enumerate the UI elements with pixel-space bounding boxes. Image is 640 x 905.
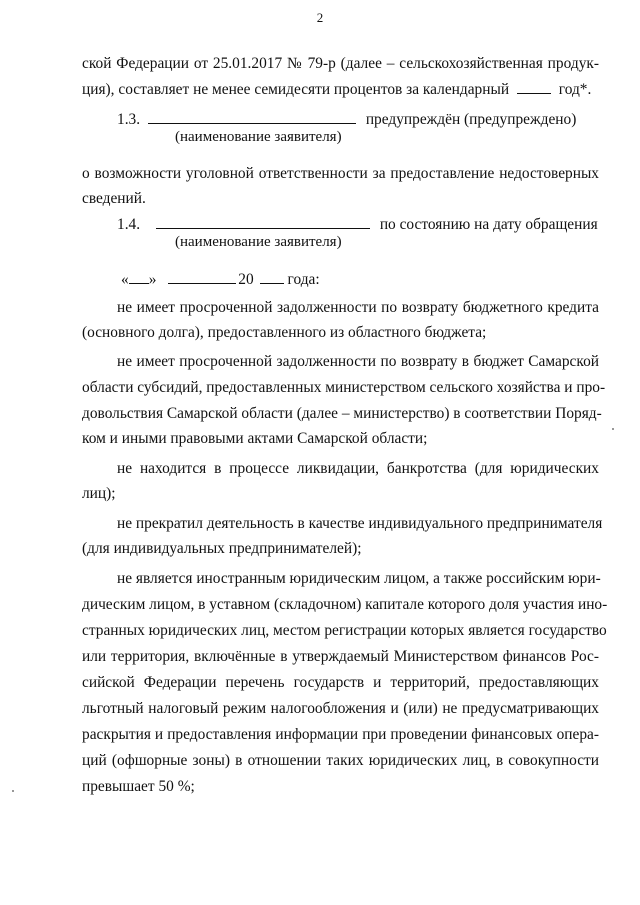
date-quote-close: »: [148, 271, 157, 288]
text-line: не прекратил деятельность в качестве индивидуального предпринимателя: [117, 515, 603, 532]
text-line: льготный налоговый режим налогообложения и (или) не предусматривающих: [82, 700, 599, 717]
applicant-name-field: [148, 110, 356, 124]
text-line: области субсидий, предоставленных министерством сельского хозяйства и про-: [82, 379, 606, 396]
text-fragment: года:: [287, 271, 320, 288]
text-line: или территория, включённые в утверждаемый Министерством финансов Рос-: [82, 648, 599, 665]
blank-month-field: [168, 270, 236, 284]
item-1-4-line: [117, 215, 599, 234]
text-line: (для индивидуальных предпринимателей);: [82, 540, 362, 557]
scan-speck: [12, 790, 14, 792]
text-line: довольствия Самарской области (далее – министерство) в соответствии Поряд-: [82, 405, 602, 422]
date-quote-open: «: [121, 271, 129, 288]
text-line: превышает 50 %;: [82, 778, 195, 795]
item-number: 1.3.: [117, 111, 141, 128]
text-line: сведений.: [82, 190, 146, 207]
text-fragment: год*.: [558, 81, 592, 98]
text-line: не является иностранным юридическим лицом, а также российским юри-: [117, 570, 601, 587]
blank-year-field: [517, 80, 551, 94]
applicant-name-field: [156, 215, 370, 229]
blank-day-field: [129, 270, 149, 284]
item-1-3-line: [117, 110, 599, 129]
text-line: ской Федерации от 25.01.2017 № 79-р (далее – сельскохозяйственная продук-: [82, 55, 599, 72]
text-line: (основного долга), предоставленного из областного бюджета;: [82, 324, 487, 341]
page-number: 2: [316, 10, 324, 25]
text-line: не имеет просроченной задолженности по возврату в бюджет Самарской: [117, 353, 599, 370]
item-number: 1.4.: [117, 216, 141, 233]
text-line: раскрытия и предоставления информации при проведении финансовых опера-: [82, 726, 599, 743]
text-line: не находится в процессе ликвидации, банкротства (для юридических: [117, 460, 599, 477]
blank-year-field: [260, 270, 284, 284]
text-line: ций (офшорные зоны) в отношении таких юридических лиц, в совокупности: [82, 752, 599, 769]
field-caption: (наименование заявителя): [175, 234, 342, 250]
text-line: дическим лицом, в уставном (складочном) капитале которого доля участия ино-: [82, 596, 608, 613]
text-line: странных юридических лиц, местом регистрации которых является государство: [82, 622, 607, 639]
text-line: [82, 80, 599, 99]
text-fragment: ция), составляет не менее семидесяти процентов за календарный: [82, 81, 510, 98]
text-line: о возможности уголовной ответственности за предоставление недостоверных: [82, 165, 599, 182]
scan-speck: [612, 428, 614, 430]
text-line: ком и иными правовыми актами Самарской области;: [82, 430, 428, 447]
text-fragment: предупреждён (предупреждено): [365, 111, 577, 128]
text-fragment: по состоянию на дату обращения: [379, 216, 598, 233]
text-line: сийской Федерации перечень государств и территорий, предоставляющих: [82, 674, 599, 691]
date-year-prefix: 20: [238, 271, 254, 288]
field-caption: (наименование заявителя): [175, 129, 342, 145]
date-line: [121, 270, 421, 289]
text-line: лиц);: [82, 485, 116, 502]
text-line: не имеет просроченной задолженности по возврату бюджетного кредита: [117, 299, 599, 316]
